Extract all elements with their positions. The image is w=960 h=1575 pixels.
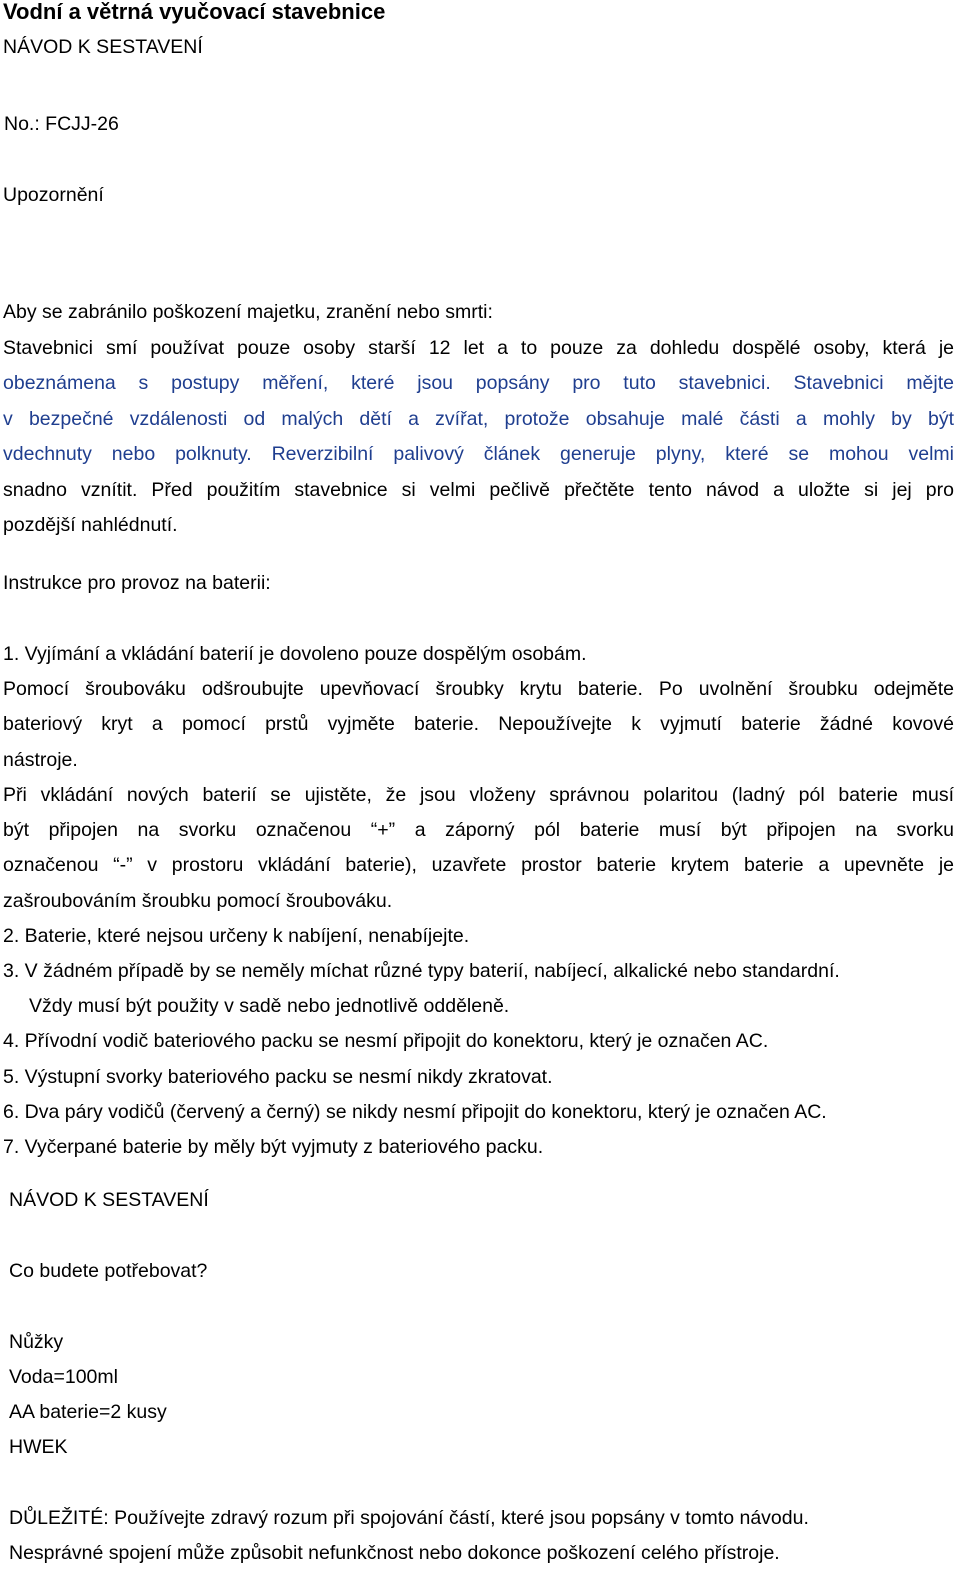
warning-line: Stavebnici smí používat pouze osoby starší 12 let a to pouze za dohledu dospělé osoby, která je <box>3 337 954 359</box>
battery-heading: Instrukce pro provoz na baterii: <box>3 572 271 594</box>
battery-item-1-detail: Při vkládání nových baterií se ujistěte, že jsou vloženy správnou polaritou (ladný pól baterie musí <box>3 784 954 806</box>
battery-item-1-detail: být připojen na svorku označenou “+” a záporný pól baterie musí být připojen na svorku <box>3 819 954 841</box>
warning-heading: Upozornění <box>3 184 104 206</box>
important-note: DŮLEŽITÉ: Používejte zdravý rozum při spojování částí, které jsou popsány v tomto návodu. <box>9 1507 809 1529</box>
battery-item-1-detail: nástroje. <box>3 749 78 771</box>
needs-item: Voda=100ml <box>9 1366 118 1388</box>
battery-item-3: 3. V žádném případě by se neměly míchat různé typy baterií, nabíjecí, alkalické nebo standardní. <box>3 960 840 982</box>
battery-item-1-detail: zašroubováním šroubku pomocí šroubováku. <box>3 890 393 912</box>
document-title: Vodní a větrná vyučovací stavebnice <box>3 0 386 24</box>
battery-item-2: 2. Baterie, které nejsou určeny k nabíjení, nenabíjejte. <box>3 925 470 947</box>
battery-item-1-detail: bateriový kryt a pomocí prstů vyjměte baterie. Nepoužívejte k vyjmutí baterie žádné kovové <box>3 713 954 735</box>
battery-item-6: 6. Dva páry vodičů (červený a černý) se nikdy nesmí připojit do konektoru, který je označen AC. <box>3 1101 827 1123</box>
warning-line: snadno vznítit. Před použitím stavebnice si velmi pečlivě přečtěte tento návod a uložte si jej pro <box>3 479 954 501</box>
battery-item-1-detail: Pomocí šroubováku odšroubujte upevňovací šroubky krytu baterie. Po uvolnění šroubku odejměte <box>3 678 954 700</box>
battery-item-1-detail: označenou “-” v prostoru vkládání baterie), uzavřete prostor baterie krytem baterie a upevněte je <box>3 854 954 876</box>
battery-item-7: 7. Vyčerpané baterie by měly být vyjmuty z bateriového packu. <box>3 1136 544 1158</box>
needs-heading: Co budete potřebovat? <box>9 1260 208 1282</box>
warning-intro: Aby se zabránilo poškození majetku, zranění nebo smrti: <box>3 301 493 323</box>
warning-line: pozdější nahlédnutí. <box>3 514 178 536</box>
document-subtitle: NÁVOD K SESTAVENÍ <box>3 36 203 58</box>
warning-line: vdechnuty nebo polknuty. Reverzibilní palivový článek generuje plyny, které se mohou velmi <box>3 443 954 465</box>
important-note-continued: Nesprávné spojení může způsobit nefunkčnost nebo dokonce poškození celého přístroje. <box>9 1542 780 1564</box>
warning-line: obeznámena s postupy měření, které jsou popsány pro tuto stavebnici. Stavebnici mějte <box>3 372 954 394</box>
product-number: No.: FCJJ-26 <box>4 113 119 135</box>
needs-item: HWEK <box>9 1436 68 1458</box>
warning-line: v bezpečné vzdálenosti od malých dětí a zvířat, protože obsahuje malé části a mohly by být <box>3 408 954 430</box>
battery-item-4: 4. Přívodní vodič bateriového packu se nesmí připojit do konektoru, který je označen AC. <box>3 1030 769 1052</box>
needs-item: AA baterie=2 kusy <box>9 1401 167 1423</box>
needs-item: Nůžky <box>9 1331 64 1353</box>
battery-item-5: 5. Výstupní svorky bateriového packu se nesmí nikdy zkratovat. <box>3 1066 553 1088</box>
assembly-heading: NÁVOD K SESTAVENÍ <box>9 1189 209 1211</box>
battery-item-1: 1. Vyjímání a vkládání baterií je dovoleno pouze dospělým osobám. <box>3 643 587 665</box>
battery-item-3-continued: Vždy musí být použity v sadě nebo jednotlivě odděleně. <box>29 995 510 1017</box>
